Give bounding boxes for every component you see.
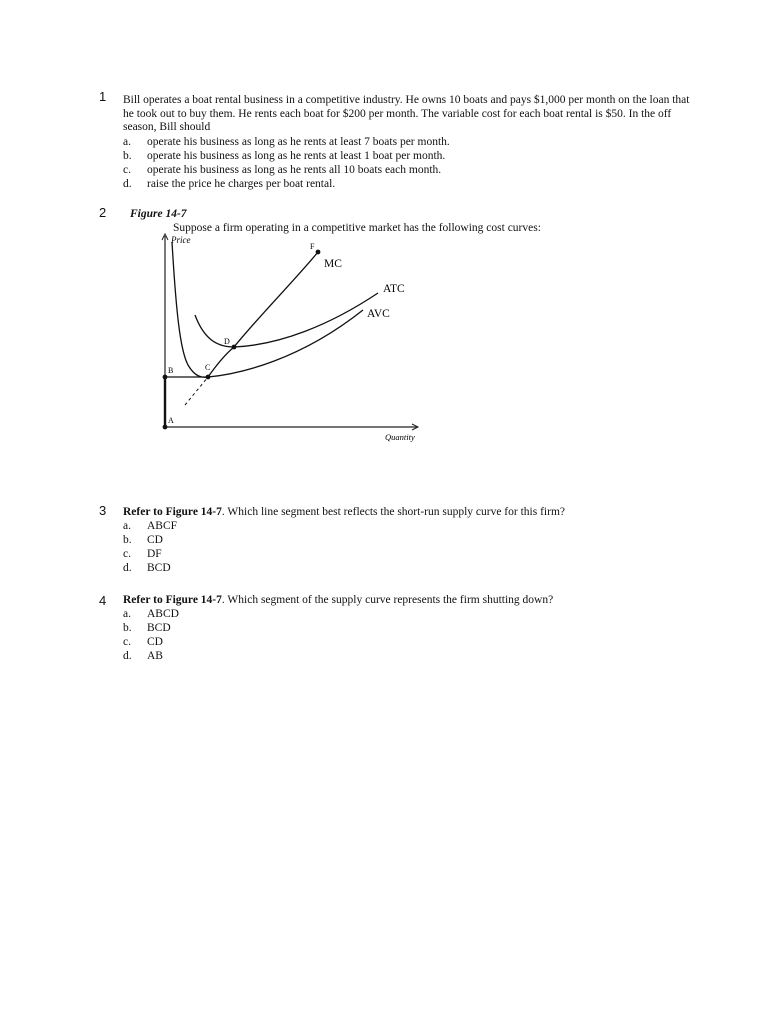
option-3b: b. CD <box>123 534 163 546</box>
mc-curve-dashed <box>185 377 208 405</box>
question-number-4: 4 <box>99 593 107 608</box>
point-d <box>232 345 237 350</box>
point-c-label: C <box>205 363 211 372</box>
question-4-text: Refer to Figure 14-7. Which segment of the supply curve represents the firm shutting down? <box>123 594 554 606</box>
option-1c: c. operate his business as long as he rents all 10 boats each month. <box>123 164 442 176</box>
point-c <box>206 375 211 380</box>
question-number-2: 2 <box>99 205 107 220</box>
point-b <box>163 375 168 380</box>
point-f-label: F <box>310 242 315 251</box>
mc-label: MC <box>324 258 342 270</box>
question-3-options <box>123 519 177 575</box>
option-4d: d. AB <box>123 650 163 662</box>
point-a-label: A <box>168 416 174 425</box>
point-b-label: B <box>168 366 174 375</box>
option-3d: d. BCD <box>123 562 171 574</box>
option-4b: b. BCD <box>123 622 171 634</box>
option-1a: a. operate his business as long as he rents at least 7 boats per month. <box>123 136 450 148</box>
question-4-options <box>123 607 179 663</box>
question-1-text: Bill operates a boat rental business in a competitive industry. He owns 10 boats and pays $1,000 per month on the loan that he took out to buy them. He rents each boat for $200 per month. The variable cost for each boat rental is $50. In the off season, Bill should <box>123 94 690 133</box>
option-4c: c. CD <box>123 636 163 648</box>
question-number-1: 1 <box>99 89 107 104</box>
question-number-3: 3 <box>99 503 107 518</box>
figure-title: Figure 14-7 <box>130 208 187 220</box>
atc-label: ATC <box>383 283 405 295</box>
option-3c: c. DF <box>123 548 162 560</box>
option-1b: b. operate his business as long as he rents at least 1 boat per month. <box>123 150 446 162</box>
point-a <box>163 425 168 430</box>
figure-reference: Refer to Figure 14-7 <box>123 594 222 606</box>
option-1d: d. raise the price he charges per boat rental. <box>123 178 336 190</box>
option-4a: a. ABCD <box>123 608 179 620</box>
question-2-text: Suppose a firm operating in a competitive market has the following cost curves: <box>173 222 541 234</box>
x-axis-label: Quantity <box>385 432 415 442</box>
point-f <box>316 250 321 255</box>
point-d-label: D <box>224 337 230 346</box>
question-3-text: Refer to Figure 14-7. Which line segment best reflects the short-run supply curve for this firm? <box>123 506 565 518</box>
y-axis-label: Price <box>171 235 191 245</box>
mc-curve <box>208 252 318 377</box>
question-1-options <box>123 135 450 191</box>
avc-label: AVC <box>367 308 390 320</box>
option-3a: a. ABCF <box>123 520 178 532</box>
cost-curves-figure <box>150 230 440 450</box>
figure-reference: Refer to Figure 14-7 <box>123 506 222 518</box>
